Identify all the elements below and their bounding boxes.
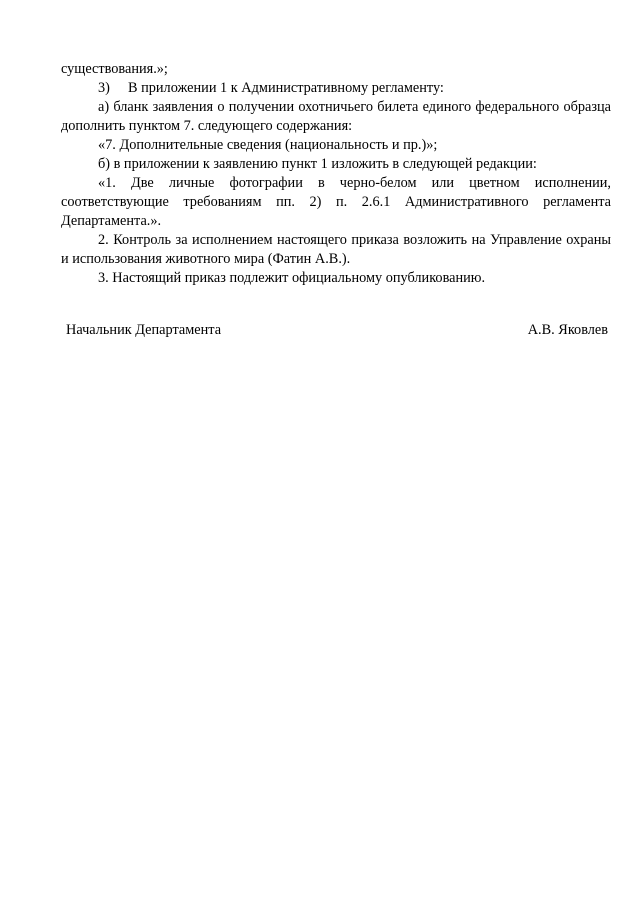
paragraph-continuation: существования.»; bbox=[61, 61, 168, 77]
signature-block bbox=[66, 321, 608, 340]
signer-position: Начальник Департамента bbox=[66, 322, 222, 338]
paragraph-control: 2. Контроль за исполнением настоящего приказа возложить на Управление охраны и использования животного мира (Фатин А.В.). bbox=[61, 232, 611, 267]
paragraph-quote-1: «1. Две личные фотографии в черно-белом или цветном исполнении, соответствующие требованиям пп. 2) п. 2.6.1 Административного регламента Департамента.». bbox=[61, 175, 611, 229]
paragraph-item-a: а) бланк заявления о получении охотничьего билета единого федерального образца дополнить пунктом 7. следующего содержания: bbox=[61, 99, 611, 134]
item-number: 3) bbox=[98, 80, 110, 96]
signer-name: А.В. Яковлев bbox=[527, 322, 608, 338]
item-text: В приложении 1 к Административному регламенту: bbox=[128, 80, 444, 96]
paragraph-quote-7: «7. Дополнительные сведения (национальность и пр.)»; bbox=[98, 137, 438, 153]
paragraph-item-b: б) в приложении к заявлению пункт 1 изложить в следующей редакции: bbox=[98, 156, 537, 172]
paragraph-publication: 3. Настоящий приказ подлежит официальному опубликованию. bbox=[98, 270, 486, 286]
document-body bbox=[61, 60, 611, 288]
paragraph-item-3 bbox=[61, 79, 611, 98]
